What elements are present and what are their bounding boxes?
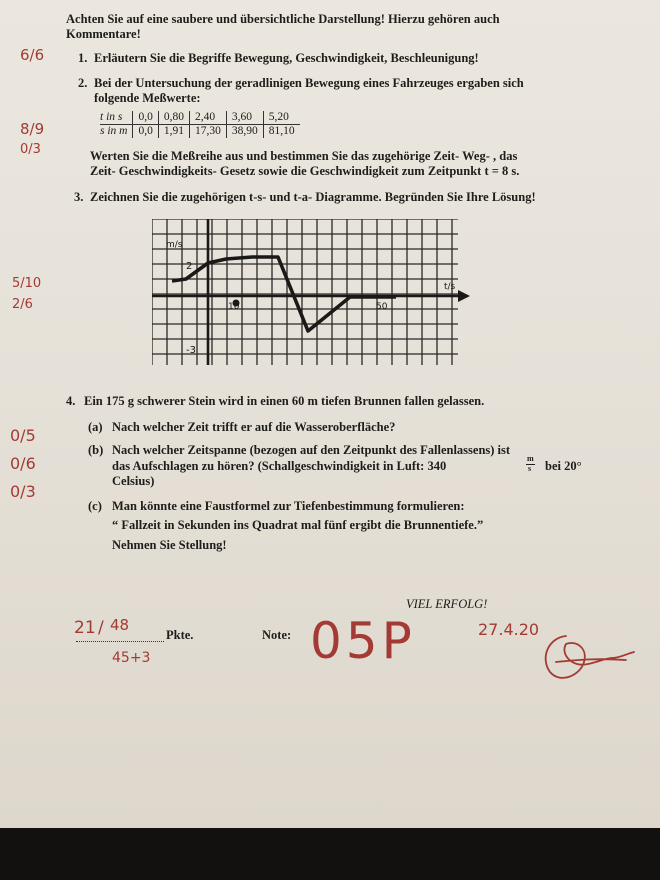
task3-number: 3.: [74, 190, 84, 204]
table-row: [100, 125, 300, 139]
table-cell: 3,60: [226, 111, 263, 125]
points-achieved: 21: [74, 618, 96, 638]
grade-handwritten: 05P: [310, 612, 416, 670]
task4b-label: (b): [88, 443, 104, 457]
task4b-line2b: bei 20°: [545, 459, 582, 473]
diagram-svg: [152, 219, 476, 367]
task2-number: 2.: [78, 76, 88, 90]
table-cell: 0,0: [133, 111, 158, 125]
header-line2: Kommentare!: [66, 27, 141, 41]
axis-mark-2: 2: [186, 261, 193, 272]
axis-label-v: m/s: [166, 240, 183, 250]
task2-after1: Werten Sie die Meßreihe aus und bestimmen Sie das zugehörige Zeit- Weg- , das: [90, 149, 518, 163]
table-cell: 2,40: [189, 111, 226, 125]
task4c-line3: Nehmen Sie Stellung!: [112, 538, 227, 552]
points-label: Pkte.: [166, 628, 194, 642]
grid-lines: [152, 219, 458, 365]
task4b-line3: Celsius): [112, 474, 155, 488]
margin-score: 0/3: [20, 142, 41, 157]
table-cell: t in s: [100, 111, 133, 125]
task3-text: Zeichnen Sie die zugehörigen t-s- und t-a- Diagramme. Begründen Sie Ihre Lösung!: [90, 190, 536, 204]
table-cell: 81,10: [263, 125, 299, 139]
table-cell: 1,91: [158, 125, 189, 139]
points-sum: 45+3: [112, 650, 151, 666]
axis-mark-10: 10: [228, 302, 240, 312]
task4-number: 4.: [66, 394, 76, 408]
margin-score: 8/9: [20, 120, 45, 138]
task1-number: 1.: [78, 51, 88, 65]
points-dotted-line: [76, 641, 164, 642]
margin-score: 5/10: [12, 276, 42, 291]
header-line1: Achten Sie auf eine saubere und übersichtliche Darstellung! Hierzu gehören auch: [66, 12, 500, 26]
axis-mark-50: 50: [376, 302, 388, 312]
task4-text: Ein 175 g schwerer Stein wird in einen 60 m tiefen Brunnen fallen gelassen.: [84, 394, 485, 408]
task4c-line2: “ Fallzeit in Sekunden ins Quadrat mal fünf ergibt die Brunnentiefe.”: [112, 518, 484, 532]
table-cell: 17,30: [189, 125, 226, 139]
margin-score: 2/6: [12, 297, 33, 312]
points-slash: /: [98, 618, 104, 638]
margin-score: 6/6: [20, 46, 45, 64]
table-cell: 5,20: [263, 111, 299, 125]
axis-mark-minus3: -3: [186, 345, 196, 356]
table-cell: 38,90: [226, 125, 263, 139]
task4b-line2a: das Aufschlagen zu hören? (Schallgeschwindigkeit in Luft: 340: [112, 459, 447, 473]
measurement-table: [100, 111, 300, 138]
grade-label: Note:: [262, 628, 292, 642]
unit-numerator: m: [527, 454, 534, 463]
margin-score: 0/6: [10, 454, 36, 473]
table-cell: 0,0: [133, 125, 158, 139]
task2-after2: Zeit- Geschwindigkeits- Gesetz sowie die Geschwindigkeit zum Zeitpunkt t = 8 s.: [90, 164, 520, 178]
margin-score: 0/3: [10, 482, 36, 501]
time-axis-arrow-icon: [458, 290, 470, 302]
table-row: [100, 111, 300, 125]
table-cell: s in m: [100, 125, 128, 137]
task4b-line1: Nach welcher Zeitspanne (bezogen auf den Zeitpunkt des Fallenlassens) ist: [112, 443, 511, 457]
axis-label-t: t/s: [444, 282, 456, 292]
hand-drawn-diagram: [152, 219, 476, 372]
good-luck-text: VIEL ERFOLG!: [406, 597, 488, 611]
margin-score: 0/5: [10, 426, 36, 445]
unit-denominator: s: [528, 464, 532, 473]
task4a-label: (a): [88, 420, 103, 434]
task4a-text: Nach welcher Zeit trifft er auf die Wasseroberfläche?: [112, 420, 396, 434]
signature-icon: [536, 628, 640, 684]
task2-line2: folgende Meßwerte:: [94, 91, 201, 105]
date-handwritten: 27.4.20: [478, 620, 540, 639]
task4c-line1: Man könnte eine Faustformel zur Tiefenbestimmung formulieren:: [112, 499, 465, 513]
dark-background: [0, 828, 660, 880]
table-cell: 0,80: [158, 111, 189, 125]
task2-line1: Bei der Untersuchung der geradlinigen Bewegung eines Fahrzeuges ergaben sich: [94, 76, 524, 90]
task1-text: Erläutern Sie die Begriffe Bewegung, Geschwindigkeit, Beschleunigung!: [94, 51, 479, 65]
task4c-label: (c): [88, 499, 102, 513]
points-max: 48: [110, 616, 130, 634]
